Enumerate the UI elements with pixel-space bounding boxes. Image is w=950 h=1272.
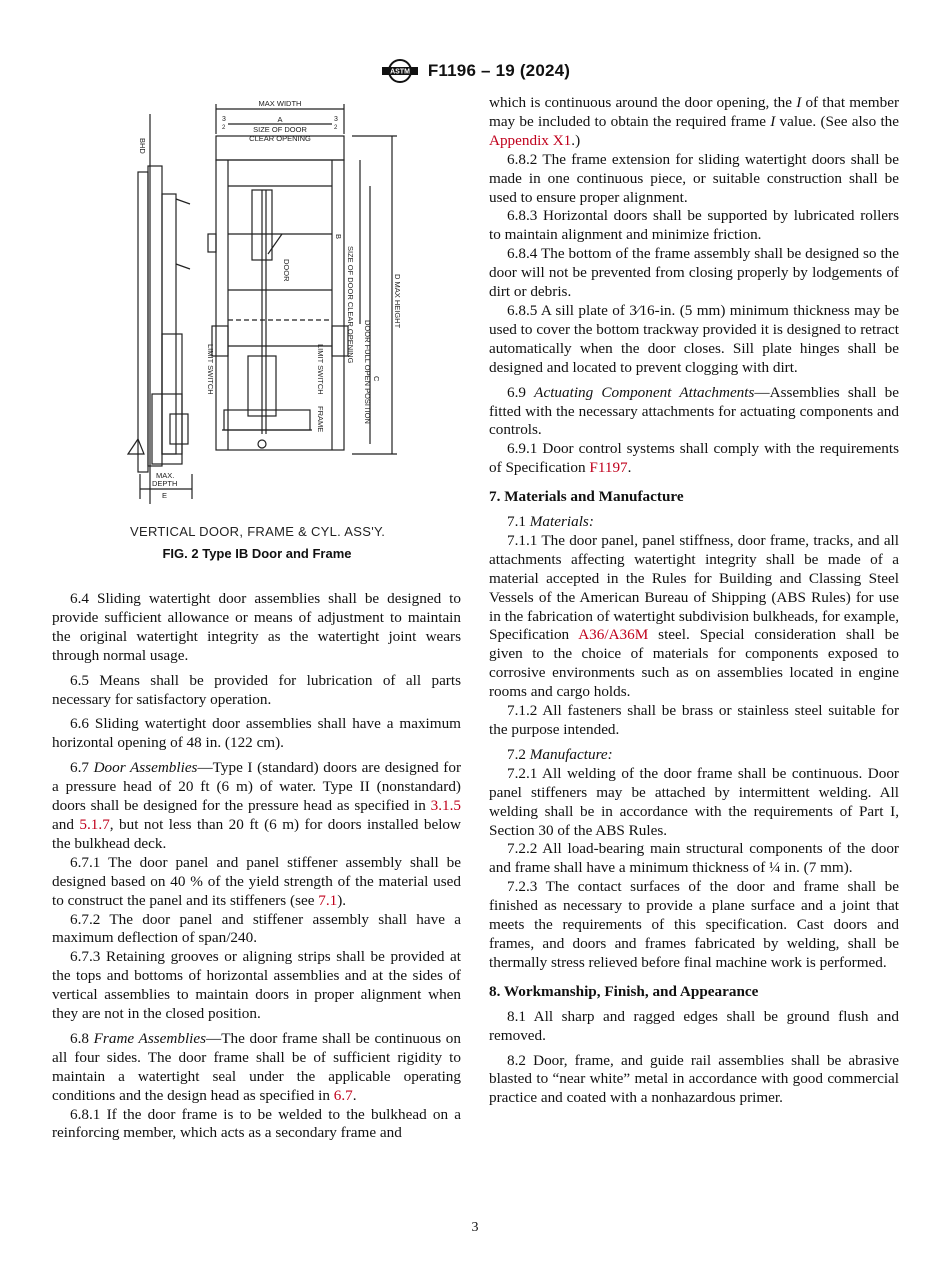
paragraph-6-8-4: 6.8.4 The bottom of the frame assembly shall be designed so the door will not be prevented from closing properly by lodgements of dirt or debris. — [489, 245, 899, 301]
svg-text:SIZE OF DOOR: SIZE OF DOOR — [253, 125, 307, 134]
paragraph-6-9-1: 6.9.1 Door control systems shall comply with the requirements of Specification F1197. — [489, 440, 899, 477]
svg-text:CLEAR OPENING: CLEAR OPENING — [249, 134, 311, 143]
section-8-heading: 8. Workmanship, Finish, and Appearance — [489, 982, 759, 1000]
svg-text:E: E — [162, 491, 168, 500]
paragraph-6-8-1-cont: which is continuous around the door opening, the I of that member may be included to obtain the required frame I value. (See also the Appendix X1.) — [489, 94, 899, 149]
right-text-column — [489, 94, 899, 1108]
left-text-column — [52, 590, 461, 1143]
page-number: 3 — [471, 1220, 479, 1235]
svg-text:LIMIT SWITCH: LIMIT SWITCH — [206, 344, 215, 395]
svg-text:3: 3 — [222, 116, 226, 123]
link-f1197[interactable]: F1197 — [589, 459, 628, 477]
door-frame-diagram — [52, 94, 462, 514]
paragraph-7-2: 7.2 Manufacture: — [507, 745, 613, 763]
svg-text:3: 3 — [334, 116, 338, 123]
svg-text:ASTM: ASTM — [389, 68, 410, 76]
paragraph-6-8: 6.8 Frame Assemblies—The door frame shall be continuous on all four sides. The door frame shall be of sufficient rigidity to maintain a watertight seal under the applicable operating conditions and the design head as specified in 6.7. — [52, 1029, 461, 1104]
paragraph-6-8-2: 6.8.2 The frame extension for sliding watertight doors shall be made in one continuous piece, or suitable construction shall be used to ensure proper alignment. — [489, 150, 899, 206]
svg-text:2: 2 — [334, 125, 338, 131]
side-door-panel — [162, 194, 176, 454]
page-header — [0, 56, 950, 86]
paragraph-7-1-2: 7.1.2 All fasteners shall be brass or stainless steel suitable for the purpose intended. — [489, 702, 899, 738]
svg-text:A: A — [277, 115, 283, 124]
document-designation: F1196 – 19 (2024) — [427, 61, 571, 80]
paragraph-6-7-2: 6.7.2 The door panel and stiffener assembly shall have a maximum deflection of span/240. — [52, 910, 461, 947]
paragraph-6-4: 6.4 Sliding watertight door assemblies shall be designed to provide sufficient allowance or means of adjustment to maintain the original watertight integrity as the watertight joint wears through normal usage. — [52, 590, 461, 664]
svg-text:D MAX HEIGHT: D MAX HEIGHT — [393, 274, 402, 329]
paragraph-6-5: 6.5 Means shall be provided for lubrication of all parts necessary for satisfactory operation. — [52, 671, 461, 708]
paragraph-8-2: 8.2 Door, frame, and guide rail assemblies shall be abrasive blasted to “near white” metal in accordance with good commercial practice and coated with a nonhazardous primer. — [489, 1051, 899, 1107]
link-a36[interactable]: A36/A36M — [578, 626, 649, 644]
paragraph-6-7: 6.7 Door Assemblies—Type I (standard) doors are designed for a pressure head of 20 ft (6 m) of water. Type II (nonstandard) doors shall be designed for the pressure head as specified in 3.1.5 and 5.1.7, but not less than 20 ft (6 m) for doors installed below the bulkhead deck. — [52, 759, 461, 852]
paragraph-7-2-2: 7.2.2 All load-bearing main structural components of the door and frame shall have a minimum thickness of ¼ in. (7 mm). — [489, 840, 899, 877]
paragraph-7-1: 7.1 Materials: — [507, 513, 594, 531]
svg-text:DOOR: DOOR — [282, 259, 291, 282]
svg-text:DEPTH: DEPTH — [152, 479, 178, 488]
link-5-1-7[interactable]: 5.1.7 — [79, 815, 110, 833]
paragraph-6-6: 6.6 Sliding watertight door assemblies shall have a maximum horizontal opening of 48 in. (122 cm). — [52, 715, 461, 752]
paragraph-6-7-3: 6.7.3 Retaining grooves or aligning strips shall be provided at the tops and bottoms of horizontal assemblies and at the sides of vertical assemblies to maintain doors in proper alignment when they are not in the closed position. — [52, 948, 461, 1023]
paragraph-6-9: 6.9 Actuating Component Attachments—Assemblies shall be fitted with the necessary attachments for actuating components and controls. — [489, 383, 900, 439]
link-6-7[interactable]: 6.7 — [333, 1086, 353, 1104]
svg-text:C: C — [372, 376, 381, 382]
paragraph-6-8-3: 6.8.3 Horizontal doors shall be supported by lubricated rollers to maintain alignment and minimize friction. — [489, 207, 899, 244]
svg-text:2: 2 — [222, 125, 226, 131]
link-7-1[interactable]: 7.1 — [318, 891, 338, 909]
paragraph-7-2-1: 7.2.1 All welding of the door frame shall be continuous. Door panel stiffeners may be attached by intermittent welding. All welding shall be in accordance with the requirements of Part I, Section 30 of the ABS Rules. — [489, 764, 899, 839]
svg-text:MAX WIDTH: MAX WIDTH — [258, 99, 302, 108]
paragraph-8-1: 8.1 All sharp and ragged edges shall be ground flush and removed. — [489, 1007, 899, 1044]
paragraph-7-2-3: 7.2.3 The contact surfaces of the door and frame shall be finished as necessary to provide a plane surface and a joint that meets the requirements of this specification. Cast doors and frames, and doors and frames fabricated by welding, shall be thermally stress relieved before final machine work is performed. — [489, 878, 899, 971]
svg-text:BHD: BHD — [138, 138, 147, 154]
figure-caption: FIG. 2 Type IB Door and Frame — [162, 546, 352, 561]
svg-text:LIMIT SWITCH: LIMIT SWITCH — [316, 344, 325, 395]
section-7-heading: 7. Materials and Manufacture — [489, 488, 684, 506]
link-3-1-5[interactable]: 3.1.5 — [430, 797, 461, 815]
paragraph-7-1-1: 7.1.1 The door panel, panel stiffness, door frame, tracks, and all attachments affecting watertight integrity shall be made of a material accepted in the Rules for Building and Classing Steel Vessels of the American Bureau of Shipping (ABS Rules) for use in the fabrication of watertight subdivision bulkheads, for example, Specification A36/A36M steel. Special consideration shall be given to the choice of materials for components exposed to corrosive environments such as on assemblies located in engine rooms and cargo holds. — [489, 531, 899, 701]
figure-inner-caption: VERTICAL DOOR, FRAME & CYL. ASS'Y. — [130, 524, 386, 539]
figure-2-drawing — [52, 94, 462, 574]
link-appendix-x1[interactable]: Appendix X1 — [489, 131, 572, 149]
svg-text:SIZE OF DOOR CLEAR OPENING: SIZE OF DOOR CLEAR OPENING — [346, 246, 355, 364]
paragraph-6-8-5: 6.8.5 A sill plate of 3⁄16-in. (5 mm) minimum thickness may be used to cover the bottom trackway provided it is designed to retract automatically when the door closes. Sill plate hinges shall be designed and located to prevent clogging with dirt. — [489, 301, 900, 376]
side-frame-outer — [138, 172, 148, 472]
svg-text:B: B — [334, 234, 343, 240]
svg-text:MAX.: MAX. — [156, 471, 175, 480]
paragraph-6-7-1: 6.7.1 The door panel and panel stiffener assembly shall be designed based on 40 % of the yield strength of the material used to construct the panel and its stiffeners (see 7.1). — [52, 853, 461, 909]
svg-text:DOOR FULL OPEN POSITION: DOOR FULL OPEN POSITION — [363, 320, 372, 424]
svg-text:FRAME: FRAME — [316, 406, 325, 433]
astm-logo-icon — [380, 58, 420, 84]
paragraph-6-8-1: 6.8.1 If the door frame is to be welded to the bulkhead on a reinforcing member, which acts as a secondary frame and — [52, 1105, 461, 1142]
